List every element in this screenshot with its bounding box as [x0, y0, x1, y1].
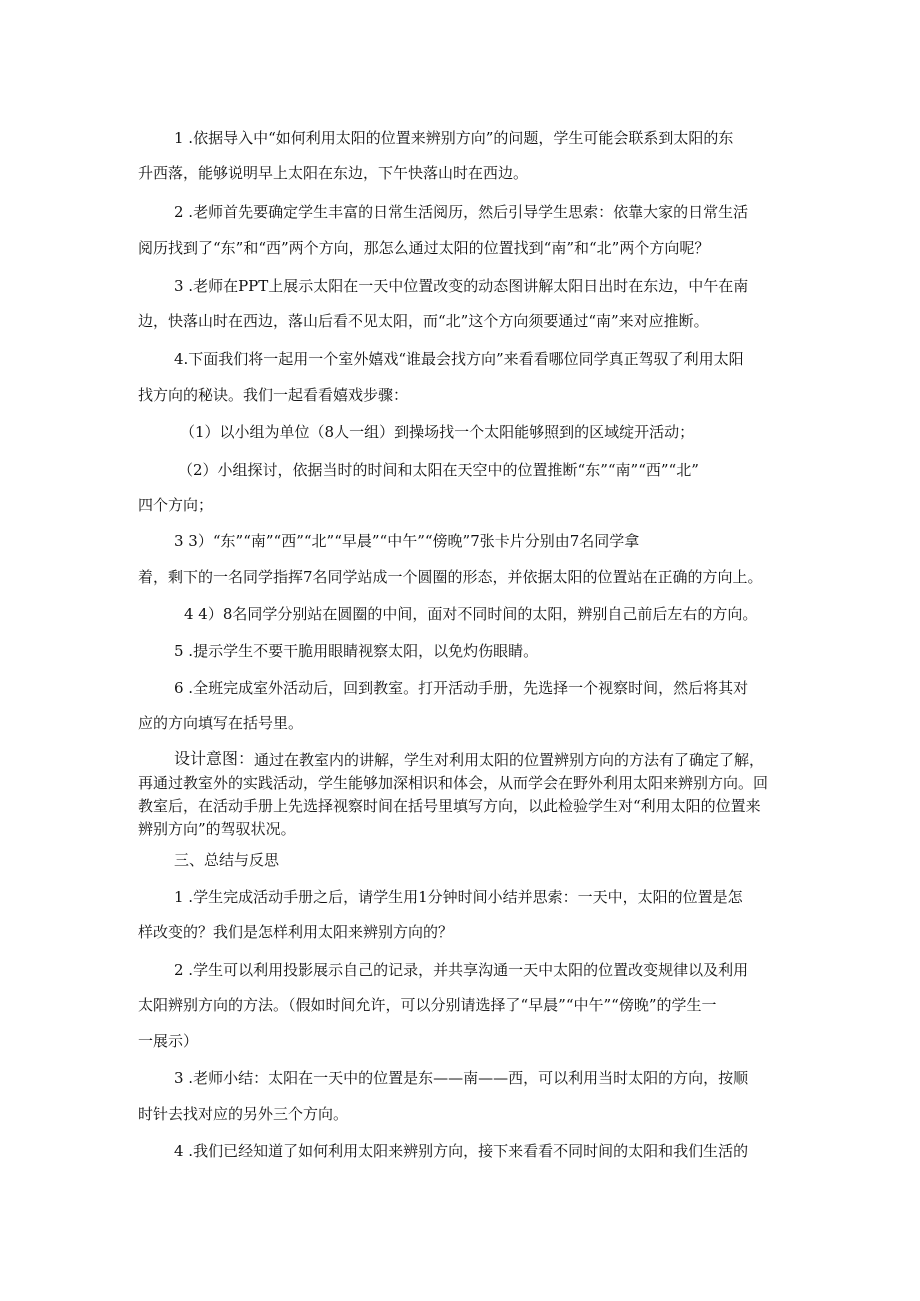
text-line: 1 .依据导入中“如何利用太阳的位置来辨别方向”的问题，学生可能会联系到太阳的东 [174, 129, 734, 147]
section-title: 三、总结与反思 [174, 851, 280, 869]
text-line: 4 .我们已经知道了如何利用太阳来辨别方向，接下来看看不同时间的太阳和我们生活的 [174, 1142, 749, 1160]
text-line: 阅历找到了“东”和“西”两个方向，那怎么通过太阳的位置找到“南”和“北”两个方向呢？ [138, 239, 710, 257]
text-line: 2 .老师首先要确定学生丰富的日常生活阅历，然后引导学生思索：依靠大家的日常生活 [174, 203, 749, 221]
text-line: 1 .学生完成活动手册之后，请学生用1分钟时间小结并思索：一天中，太阳的位置是怎 [174, 888, 743, 906]
text-line: 2 .学生可以利用投影展示自己的记录，并共享沟通一天中太阳的位置改变规律以及利用 [174, 961, 749, 979]
text-line: 教室后，在活动手册上先选择视察时间在括号里填写方向，以此检验学生对“利用太阳的位置来 [138, 797, 761, 815]
text-line: 时针去找对应的另外三个方向。 [138, 1105, 349, 1123]
text-line: 3 .老师在PPT上展示太阳在一天中位置改变的动态图讲解太阳日出时在东边，中午在南 [174, 277, 749, 295]
text-line: 升西落，能够说明早上太阳在东边，下午快落山时在西边。 [138, 164, 529, 182]
text-line: 3 3）“东”“南”“西”“北”“早晨”“中午”“傍晚”7张卡片分别由7名同学拿 [174, 532, 640, 550]
text-line: （2）小组探讨，依据当时的时间和太阳在天空中的位置推断“东”“南”“西”“北” [178, 461, 699, 479]
text-line: 四个方向； [138, 496, 214, 514]
text-line: 6 .全班完成室外活动后，回到教室。打开活动手册，先选择一个视察时间，然后将其对 [174, 679, 749, 697]
text-line: 一展示） [138, 1032, 199, 1050]
text-line: 4.下面我们将一起用一个室外嬉戏“谁最会找方向”来看看哪位同学真正驾驭了利用太阳 [174, 350, 744, 368]
text-line: 4 4）8名同学分别站在圆圈的中间，面对不同时间的太阳，辨别自己前后左右的方向。 [184, 605, 758, 623]
text-line: 通过在教室内的讲解，学生对利用太阳的位置辨别方向的方法有了确定了解， [254, 751, 765, 769]
text-line: 着，剩下的一名同学指挥7名同学站成一个圆圈的形态，并依据太阳的位置站在正确的方向上。 [138, 568, 763, 586]
text-line: 样改变的？我们是怎样利用太阳来辨别方向的？ [138, 923, 454, 941]
text-line: 5 .提示学生不要干脆用眼睛视察太阳，以免灼伤眼睛。 [174, 642, 539, 660]
text-line: 找方向的秘诀。我们一起看看嬉戏步骤： [138, 386, 409, 404]
text-line: 再通过教室外的实践活动，学生能够加深相识和体会，从而学会在野外利用太阳来辨别方向。回 [138, 774, 769, 792]
text-line: 3 .老师小结：太阳在一天中的位置是东——南——西，可以利用当时太阳的方向，按顺 [174, 1069, 749, 1087]
text-line: 辨别方向”的驾驭状况。 [138, 820, 296, 838]
text-line: 应的方向填写在括号里。 [138, 714, 304, 732]
design-intent-label: 设计意图： [174, 749, 255, 768]
text-line: 太阳辨别方向的方法。（假如时间允许，可以分别请选择了“早晨”“中午”“傍晚”的学生一 [138, 996, 717, 1014]
text-line: （1）以小组为单位（8人一组）到操场找一个太阳能够照到的区域绽开活动； [180, 423, 695, 441]
text-line: 边，快落山时在西边，落山后看不见太阳，而“北”这个方向须要通过“南”来对应推断。 [138, 312, 709, 330]
